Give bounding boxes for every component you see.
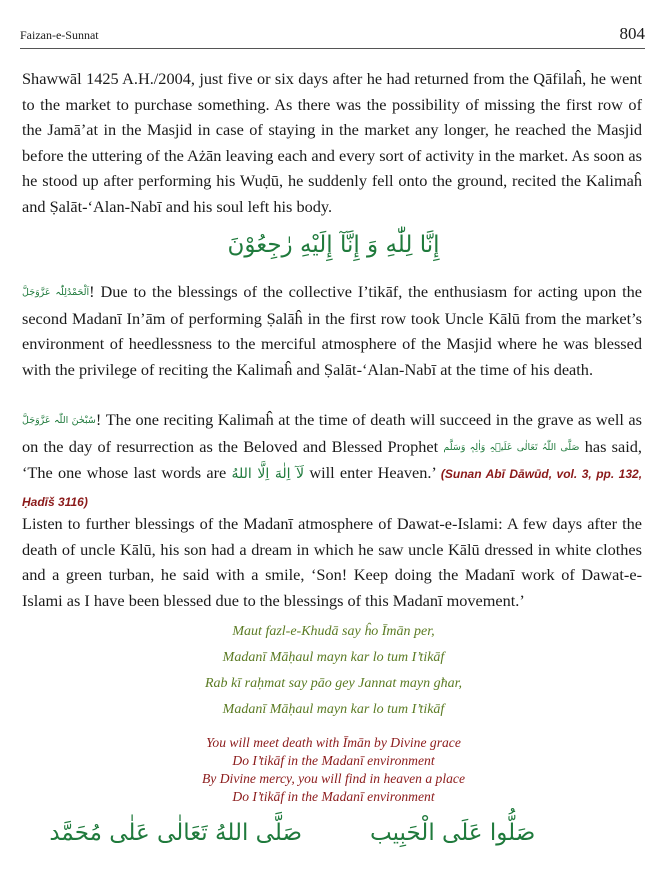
translation-line-1: You will meet death with Īmān by Divine grace: [206, 735, 461, 750]
ayah-line: إِنَّا لِلّٰهِ وَ إِنَّآ إِلَيْهِ رٰجِعُوْنَ: [227, 232, 440, 258]
salawat-text: صَلَّی اللّٰہُ تَعَالٰی عَلَیۡہِ وَاٰلِہٖ وَسَلَّم: [443, 441, 580, 453]
paragraph-4: Listen to further blessings of the Madanī atmosphere of Dawat-e-Islami: A few days after the death of uncle Kālū, his son had a dream in which he saw uncle Kālū dressed in white clothes and a green turban, he said with a smile, ‘Son! Keep doing the Madanī work of Dawat-e-Islami as I have been blessed due to the blessings of this Madanī movement.’: [22, 514, 642, 610]
translation-line-2: Do I’tikāf in the Madanī environment: [232, 753, 435, 768]
alhamdulillah-text: اَلْحَمْدُلِلّٰہ عَزَّوَجَلَّ: [22, 287, 90, 298]
translation-line-3: By Divine mercy, you will find in heaven a place: [202, 771, 465, 786]
citation: (Sunan Abī Dāwūd, vol. 3, pp. 132, Ḥadīš 3116): [22, 467, 643, 509]
poem-line-3: Rab kī raḥmat say pāo gey Jannat mayn għar,: [204, 676, 463, 691]
page-number: 804: [619, 24, 645, 43]
page-header: [20, 22, 645, 49]
durood-left: صَلَّى اللهُ تَعَالٰى عَلٰى مُحَمَّد: [49, 820, 302, 846]
poem-line-4: Madanī Māḥaul mayn kar lo tum I’tikāf: [222, 702, 445, 717]
paragraph-2: [22, 279, 642, 382]
durood-right: صَلُّوا عَلَى الْحَبِيب: [370, 820, 536, 846]
running-head: Faizan-e-Sunnat: [20, 28, 99, 42]
paragraph-3: [22, 407, 642, 515]
paragraph-2-text: ! Due to the blessings of the collective I’tikāf, the enthusiasm for acting upon the second Madanī In’ām of performing Ṣalāĥ in the first row took Uncle Kālū from the market’s environment of heedlessness to the merciful atmosphere of the Masjid where he was blessed with the privilege of reciting the Kalimaĥ and Ṣalāt-‘Alan-Nabī at the time of his death.: [22, 282, 643, 379]
paragraph-3-text-c: will enter Heaven.’: [309, 463, 436, 482]
translation-line-4: Do I’tikāf in the Madanī environment: [232, 789, 435, 804]
paragraph-3-text-a: ! The one reciting Kalimaĥ at the time of death will succeed in the grave as well as on the day of resurrection as the Beloved and Blessed Prophet: [22, 410, 642, 456]
poem-line-1: Maut fazl-e-Khudā say ĥo Īmān per,: [232, 624, 435, 639]
kalima-text: لَآ اِلٰهَ اِلَّا اللهُ: [231, 466, 305, 482]
poem-line-2: Madanī Māḥaul mayn kar lo tum I’tikāf: [222, 650, 445, 665]
subhanallah-text: سُبْحٰنَ اللّٰہ عَزَّوَجَلَّ: [22, 415, 96, 426]
paragraph-3-text-b: has said, ‘The one whose last words are: [22, 436, 642, 482]
paragraph-1: Shawwāl 1425 A.H./2004, just five or six days after he had returned from the Qāfilaĥ, he went to the market to purchase something. As there was the possibility of missing the first row of the Jamā’at in the Masjid in case of staying in the market any longer, he reached the Masjid before the uttering of the Ażān leaving each and every sort of activity in the market. As soon as he stood up after performing his Wuḍū, he suddenly fell onto the ground, recited the Kalimaĥ and Ṣalāt-‘Alan-Nabī and his soul left his body.: [22, 69, 642, 216]
